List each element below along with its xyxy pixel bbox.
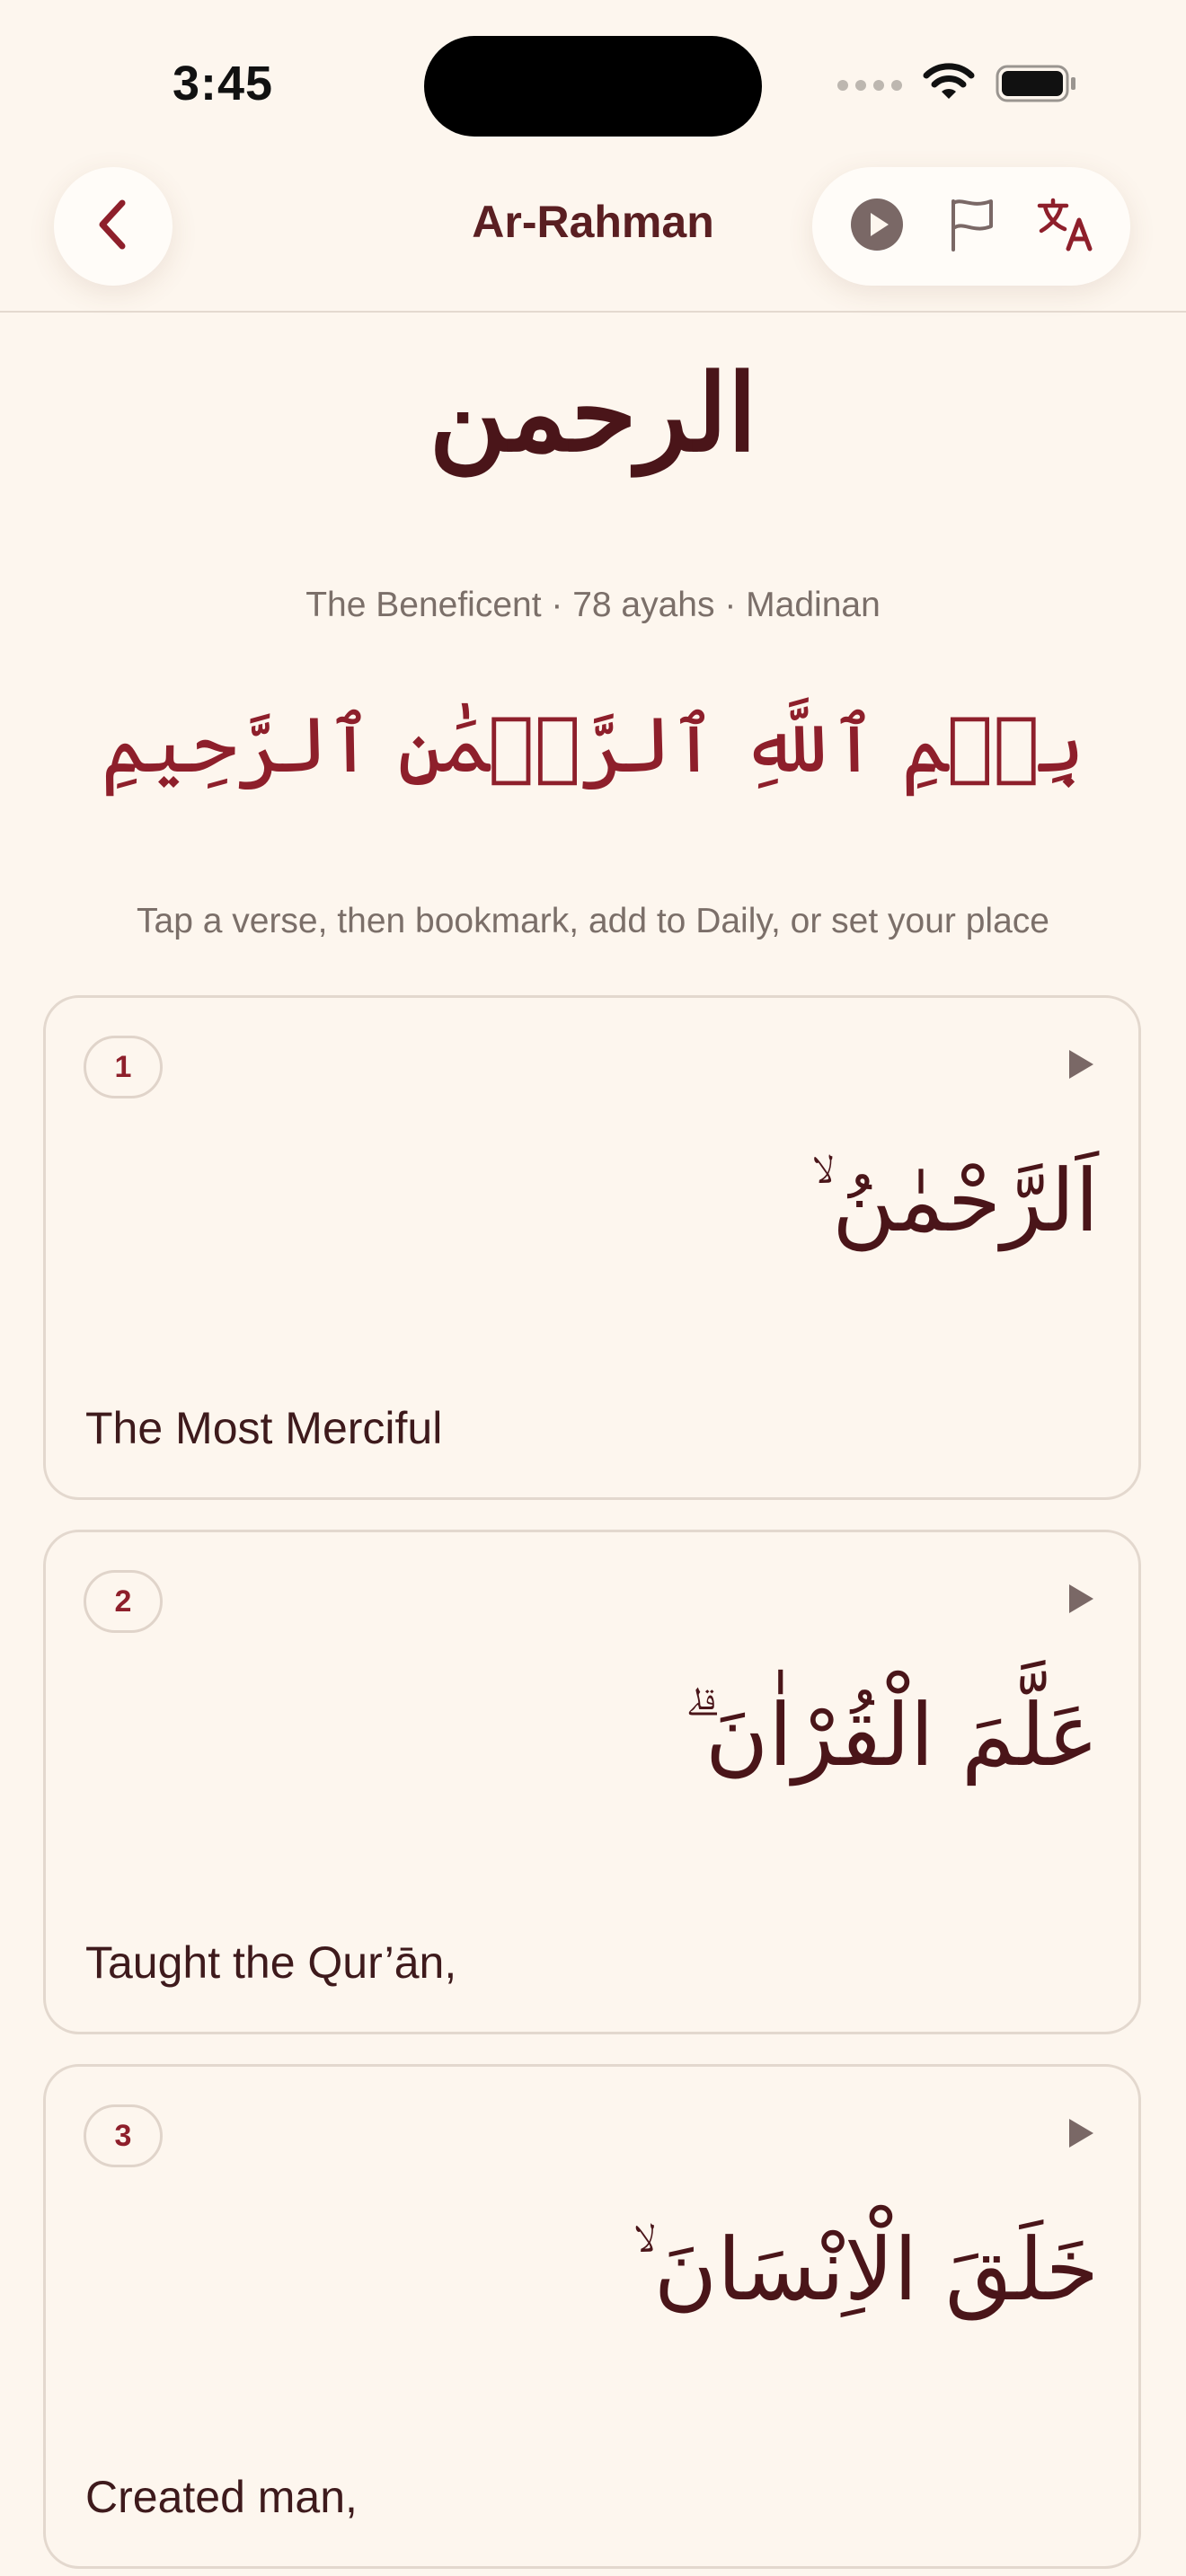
flag-icon	[946, 196, 996, 258]
translate-icon	[1036, 197, 1095, 257]
battery-icon	[996, 63, 1078, 109]
hint-text: Tap a verse, then bookmark, add to Daily, or set your place	[137, 902, 1049, 940]
play-icon	[1066, 1047, 1096, 1086]
verse-number-badge: 3	[84, 2104, 163, 2167]
verse-translation: The Most Merciful	[85, 1403, 443, 1453]
bookmark-flag-button[interactable]	[935, 190, 1007, 262]
play-verse-button[interactable]	[1059, 2113, 1102, 2157]
nav-divider	[0, 311, 1186, 313]
translate-button[interactable]	[1030, 190, 1102, 262]
verse-arabic: اَلرَّحْمٰنُ ۙ	[810, 1151, 1099, 1251]
play-verse-button[interactable]	[1059, 1045, 1102, 1088]
verse-number-badge: 1	[84, 1036, 163, 1098]
nav-title: Ar-Rahman	[472, 197, 714, 247]
dynamic-island	[424, 36, 762, 137]
verse-card[interactable]	[43, 2064, 1141, 2569]
status-time: 3:45	[173, 57, 274, 110]
play-icon	[849, 197, 905, 257]
wifi-icon	[922, 63, 976, 109]
surah-arabic-title: الرحمن	[429, 350, 757, 475]
play-icon	[1066, 1582, 1096, 1620]
verse-card[interactable]	[43, 995, 1141, 1500]
play-icon	[1066, 2116, 1096, 2155]
verse-card[interactable]	[43, 1530, 1141, 2034]
verse-arabic: خَلَقَ الْاِنْسَانَ ۙ	[632, 2219, 1099, 2320]
status-icons	[837, 63, 1078, 108]
play-surah-button[interactable]	[841, 190, 913, 262]
verse-translation: Created man,	[85, 2472, 358, 2522]
verse-arabic: عَلَّمَ الْقُرْاٰنَ ۗ	[683, 1685, 1099, 1786]
verse-number-badge: 2	[84, 1570, 163, 1633]
surah-meta: The Beneficent · 78 ayahs · Madinan	[305, 586, 881, 624]
verse-translation: Taught the Qur’ān,	[85, 1937, 457, 1988]
nav-actions	[812, 167, 1130, 286]
signal-dots-icon	[837, 80, 902, 91]
bismillah: بِسۡمِ ٱللَّهِ ٱلرَّحۡمَٰنِ ٱلرَّحِيمِ	[101, 701, 1085, 790]
play-verse-button[interactable]	[1059, 1579, 1102, 1622]
